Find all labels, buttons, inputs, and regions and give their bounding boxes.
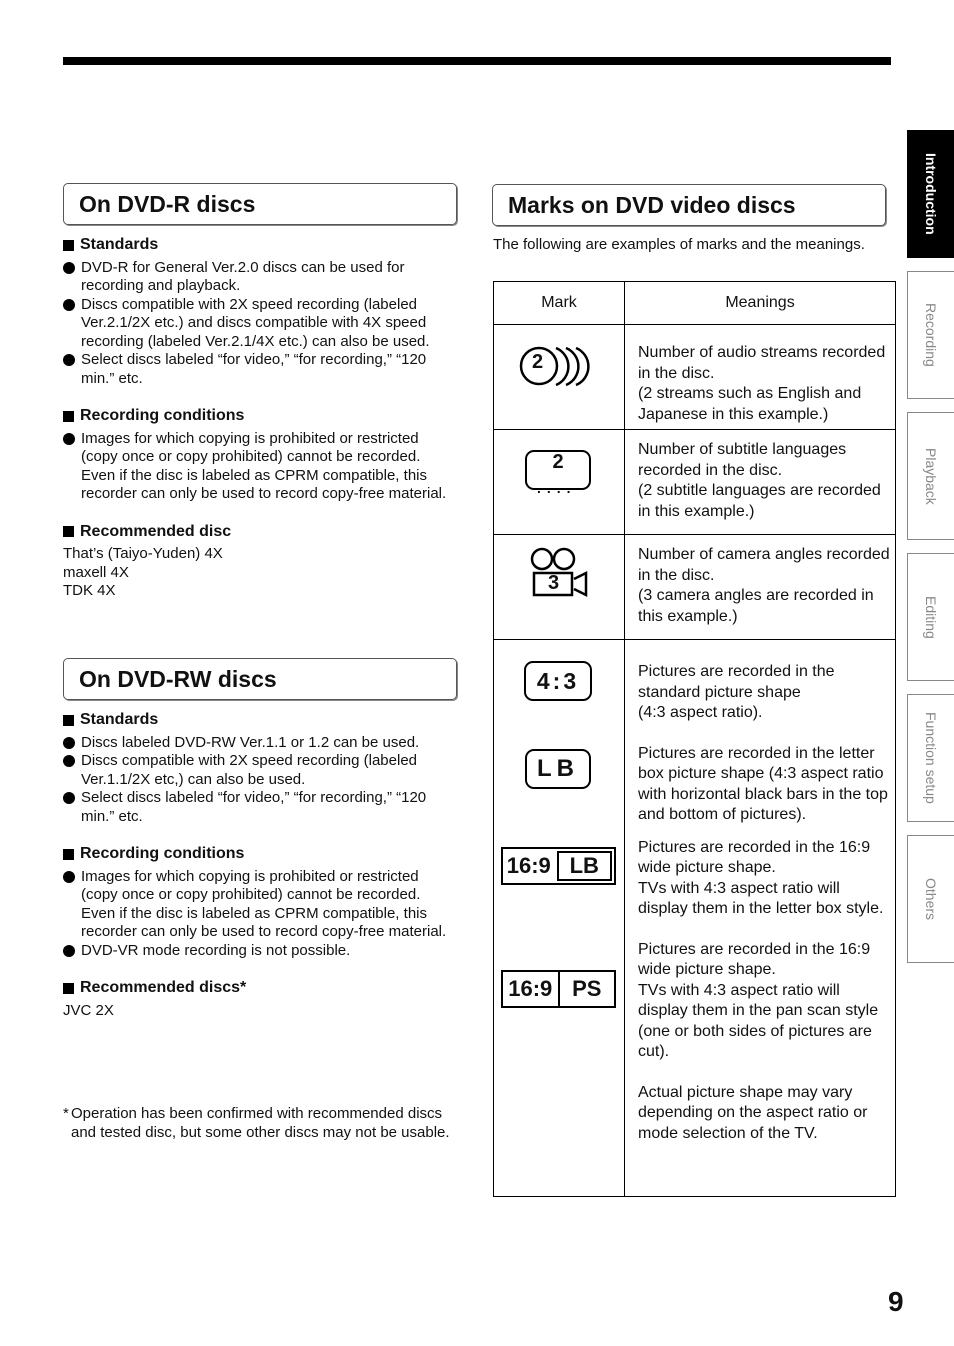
subtitle-dots-icon: .... [537,480,577,496]
page-number: 9 [888,1286,904,1317]
aspect-4-3-mark: 4:3 [524,661,592,701]
dvdrw-recommended-list: JVC 2X [63,1001,114,1019]
dvdrw-section [63,711,458,1020]
list-item: DVD-R for General Ver.2.0 discs can be used for recording and playback. [63,259,458,296]
dvdrw-standards-heading: Standards [63,711,458,730]
square-bullet-icon [63,526,74,537]
footnote-text: Operation has been confirmed with recommended discs and tested disc, but some other discs may not be usable. [71,1105,450,1141]
list-item: Images for which copying is prohibited or restricted (copy once or copy prohibited) cannot be recorded. Even if the disc is labeled as CPRM compatible, this recorder can only be used to record copy-free material. [63,430,458,504]
aspect-16-9-ps-mark: 16:9 PS [501,970,616,1008]
footnote [63,1105,463,1142]
subtitle-meaning: Number of subtitle languages recorded in the disc. (2 subtitle languages are recorded in this example.) [625,430,896,535]
tab-others[interactable]: Others [907,835,954,963]
list-item: DVD-VR mode recording is not possible. [63,942,458,961]
square-bullet-icon [63,240,74,251]
list-item: Select discs labeled “for video,” “for recording,” “120 min.” etc. [63,789,458,826]
dvdr-conditions-heading: Recording conditions [63,407,458,426]
bullet-icon [63,871,75,883]
footnote-mark: * [63,1105,69,1122]
list-item: Discs compatible with 2X speed recording (labeled Ver.1.1/2X etc,) can also be used. [63,752,458,789]
dvdrw-heading: On DVD-RW discs [63,658,457,700]
list-item: Discs compatible with 2X speed recording (labeled Ver.2.1/2X etc.) and discs compatible with 4X speed recording (labeled Ver.2.1/4X etc.) can also be used. [63,296,458,352]
bullet-icon [63,354,75,366]
bullet-icon [63,433,75,445]
audio-mark-number: 2 [532,351,544,373]
square-bullet-icon [63,411,74,422]
bullet-icon [63,737,75,749]
letterbox-mark: LB [525,749,591,789]
list-item: Discs labeled DVD-RW Ver.1.1 or 1.2 can be used. [63,734,458,753]
table-header-row [494,282,896,325]
chapter-tabs [907,130,954,976]
col-mark-header: Mark [494,282,625,325]
dvdrw-conditions-heading: Recording conditions [63,845,458,864]
dvdrw-recommended-heading: Recommended discs* [63,979,458,998]
aspect-16-9-lb-mark: 16:9 LB [501,847,616,885]
bullet-icon [63,792,75,804]
square-bullet-icon [63,849,74,860]
tab-recording[interactable]: Recording [907,271,954,399]
table-row [494,430,896,535]
marks-table [493,281,896,1197]
subtitle-mark-cell [494,430,625,535]
audio-streams-icon [518,345,600,389]
angle-mark-cell [494,535,625,640]
aspect-note: Actual picture shape may vary depending on the aspect ratio or mode selection of the TV. [638,1083,868,1142]
top-rule [63,57,891,65]
subtitle-icon: 2 [525,450,591,490]
tab-playback[interactable]: Playback [907,412,954,540]
table-row-aspect [494,640,896,1197]
camera-angle-icon [530,547,592,599]
dvdr-recommended-list: That’s (Taiyo-Yuden) 4X maxell 4X TDK 4X [63,545,223,599]
list-item: Images for which copying is prohibited or restricted (copy once or copy prohibited) cannot be recorded. Even if the disc is labeled as CPRM compatible, this recorder can only be used to record copy-free material. [63,868,458,942]
square-bullet-icon [63,983,74,994]
angle-mark-number: 3 [548,572,560,594]
dvdr-standards-heading: Standards [63,236,458,255]
table-row [494,535,896,640]
col-meanings-header: Meanings [625,282,896,325]
aspect-mark-cell [494,640,625,1197]
marks-intro: The following are examples of marks and the meanings. [493,236,865,253]
square-bullet-icon [63,715,74,726]
bullet-icon [63,299,75,311]
audio-mark-cell [494,325,625,430]
dvdr-recommended-heading: Recommended disc [63,523,458,542]
bullet-icon [63,945,75,957]
marks-heading: Marks on DVD video discs [492,184,886,226]
audio-meaning: Number of audio streams recorded in the disc. (2 streams such as English and Japanese in this example.) [625,325,896,430]
bullet-icon [63,262,75,274]
dvdr-heading: On DVD-R discs [63,183,457,225]
tab-editing[interactable]: Editing [907,553,954,681]
list-item: Select discs labeled “for video,” “for recording,” “120 min.” etc. [63,351,458,388]
aspect-meaning: Pictures are recorded in the standard picture shape (4:3 aspect ratio). Pictures are recorded in the letter box picture shape (4:3 aspect ratio with horizontal black bars in the top and bottom of pictures). Pictures are recorded in the 16:9 wide picture shape. TVs with 4:3 aspect ratio will display them in the letter box style. Pictures are recorded in the 16:9 wide picture shape. TVs with 4:3 aspect ratio will display them in the pan scan style (one or both sides of pictures are cut). Actual picture shape may vary depending on the aspect ratio or mode selection of the TV. [625,640,896,1197]
table-row [494,325,896,430]
angle-meaning: Number of camera angles recorded in the disc. (3 camera angles are recorded in this example.) [625,535,896,640]
dvdr-section [63,236,458,601]
tab-introduction[interactable]: Introduction [907,130,954,258]
tab-function-setup[interactable]: Function setup [907,694,954,822]
letterbox-meaning: Pictures are recorded in the letter box picture shape (4:3 aspect ratio with horizontal black bars in the top and bottom of pictures). [638,744,888,823]
bullet-icon [63,755,75,767]
